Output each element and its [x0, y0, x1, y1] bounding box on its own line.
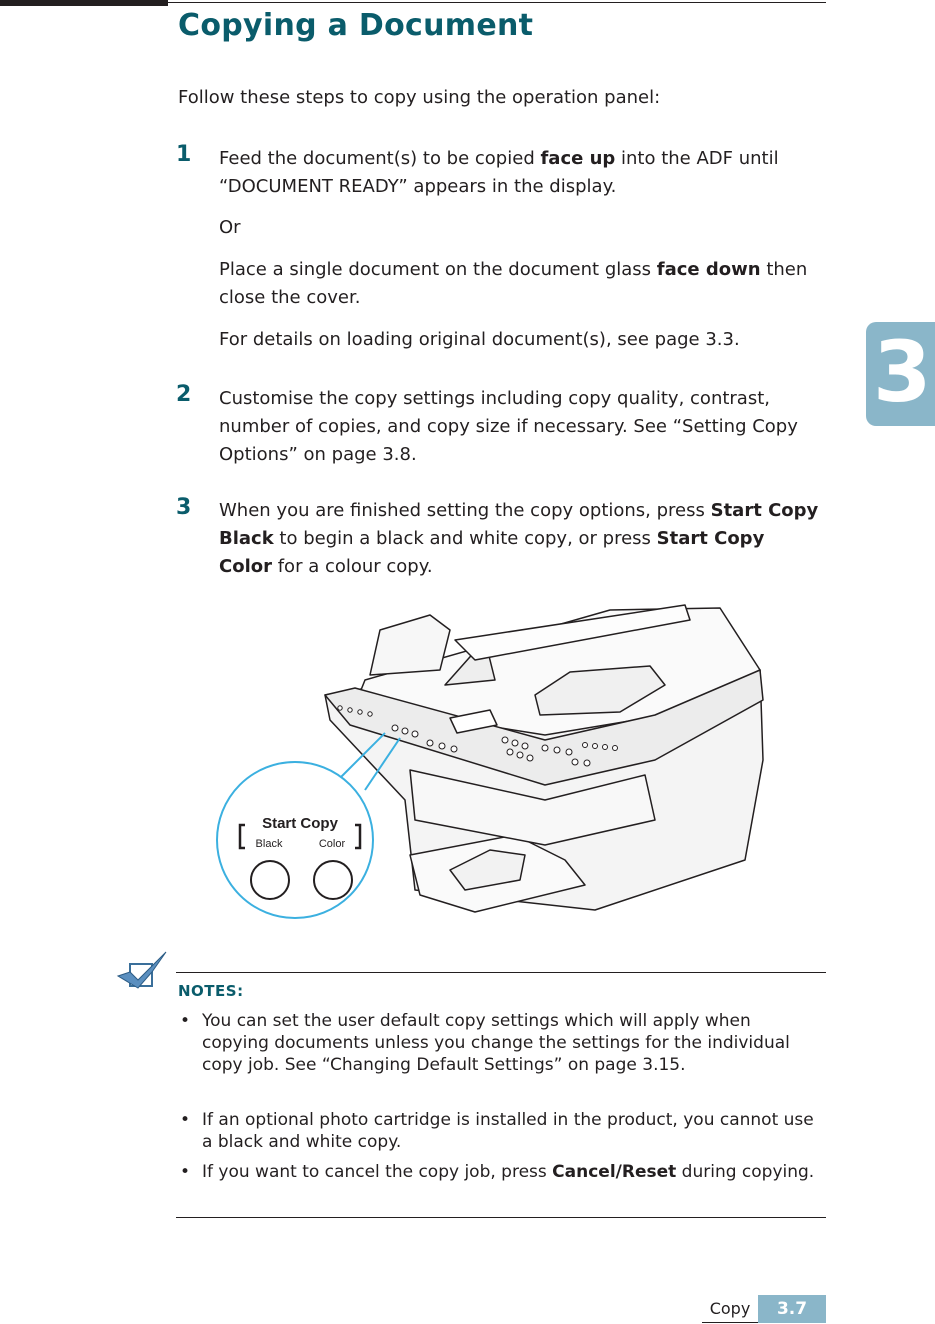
- callout-title: Start Copy: [262, 815, 338, 832]
- step-1-number: 1: [176, 142, 192, 167]
- callout-color-label: Color: [318, 838, 346, 850]
- start-copy-color-button: [314, 861, 352, 899]
- step-1-text-b: Place a single document on the document glass face down then close the cover.: [219, 259, 808, 308]
- step-3-number: 3: [176, 495, 192, 520]
- step-1-text-c: For details on loading original document(s), see page 3.3.: [219, 329, 740, 350]
- chapter-number: 3: [873, 323, 932, 421]
- step-1-text-a: Feed the document(s) to be copied face up into the ADF until “DOCUMENT READY” appears in the display.: [219, 148, 779, 197]
- checkmark-icon: [116, 950, 170, 990]
- footer-page-number: 3.7: [758, 1295, 826, 1323]
- start-copy-black-button: [251, 861, 289, 899]
- step-2-text: Customise the copy settings including copy quality, contrast, number of copies, and copy size if necessary. See “Setting Copy Options” on page 3.8.: [219, 388, 798, 465]
- step-2-number: 2: [176, 382, 192, 407]
- intro-text: Follow these steps to copy using the operation panel:: [178, 87, 661, 108]
- notes-title: NOTES:: [178, 982, 244, 1000]
- step-3-text: When you are finished setting the copy options, press Start Copy Black to begin a black and white copy, or press Start Copy Color for a colour copy.: [219, 500, 819, 577]
- notes-rule-bottom: [176, 1217, 826, 1218]
- callout-black-label: Black: [255, 838, 283, 850]
- page-title: Copying a Document: [178, 8, 534, 43]
- step-1-or: Or: [219, 217, 241, 238]
- notes-rule-top: [176, 972, 826, 973]
- header-rule-thin: [168, 2, 826, 3]
- header-rule-thick: [0, 0, 168, 6]
- printer-illustration: [215, 600, 775, 930]
- footer-section-label: Copy: [702, 1295, 758, 1323]
